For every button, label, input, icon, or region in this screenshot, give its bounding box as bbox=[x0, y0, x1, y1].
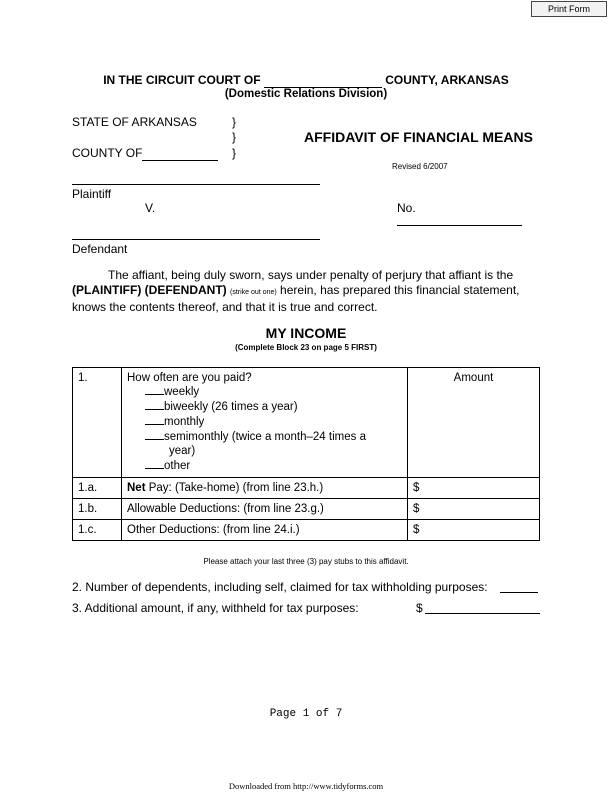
withholding-currency: $ bbox=[416, 601, 423, 615]
page-number: Page 1 of 7 bbox=[269, 708, 343, 720]
option-semimonthly-wrap: year) bbox=[169, 445, 196, 457]
state-label: STATE OF ARKANSAS bbox=[72, 115, 197, 129]
income-section-title: MY INCOME bbox=[265, 325, 347, 341]
case-number-label: No. bbox=[397, 201, 416, 215]
defendant-label: Defendant bbox=[72, 242, 128, 256]
dependents-field[interactable] bbox=[500, 592, 538, 593]
defendant-option: (DEFENDANT) bbox=[144, 283, 227, 297]
division-label: (Domestic Relations Division) bbox=[224, 88, 388, 100]
pay-stub-note: Please attach your last three (3) pay stubs to this affidavit. bbox=[203, 557, 409, 566]
row-label: Allowable Deductions: (from line 23.g.) bbox=[122, 499, 408, 520]
pay-frequency-question: How often are you paid? bbox=[127, 372, 252, 384]
download-source: Downloaded from http://www.tidyforms.com bbox=[228, 781, 384, 791]
caption-brace-3: } bbox=[232, 146, 237, 160]
income-table bbox=[72, 367, 540, 541]
court-heading bbox=[0, 73, 612, 88]
amount-header: Amount bbox=[408, 368, 540, 478]
option-weekly[interactable]: weekly bbox=[145, 384, 402, 399]
table-row bbox=[73, 520, 540, 541]
option-other[interactable]: other bbox=[145, 458, 402, 473]
plaintiff-name-field[interactable] bbox=[72, 184, 320, 185]
statement-text-2: herein, has prepared this financial statement, knows the contents thereof, and that it is true and correct. bbox=[72, 283, 520, 314]
row-number: 1.a. bbox=[73, 478, 122, 499]
row-number: 1. bbox=[73, 368, 122, 478]
county-of-text: COUNTY OF bbox=[72, 146, 143, 160]
caption-brace-1: } bbox=[232, 115, 237, 129]
affiant-statement bbox=[72, 268, 542, 315]
table-row bbox=[73, 499, 540, 520]
allowable-deductions-amount-field[interactable]: $ bbox=[408, 499, 540, 520]
income-section-subtitle: (Complete Block 23 on page 5 FIRST) bbox=[235, 343, 377, 352]
county-name-field[interactable] bbox=[264, 73, 382, 88]
net-label: Net bbox=[127, 482, 146, 494]
row-number: 1.c. bbox=[73, 520, 122, 541]
court-suffix: COUNTY, ARKANSAS bbox=[385, 73, 509, 87]
option-semimonthly[interactable]: semimonthly (twice a month–24 times a bbox=[145, 429, 402, 444]
strike-out-note: (strike out one) bbox=[230, 289, 277, 296]
revised-date: Revised 6/2007 bbox=[392, 162, 448, 171]
document-title: AFFIDAVIT OF FINANCIAL MEANS bbox=[304, 129, 533, 145]
row-label: Other Deductions: (from line 24.i.) bbox=[122, 520, 408, 541]
caption-brace-2: } bbox=[232, 130, 237, 144]
pay-frequency-cell bbox=[122, 368, 408, 478]
county-label bbox=[72, 146, 218, 161]
option-biweekly[interactable]: biweekly (26 times a year) bbox=[145, 399, 402, 414]
defendant-name-field[interactable] bbox=[72, 239, 320, 240]
print-form-button[interactable]: Print Form bbox=[531, 1, 607, 17]
other-deductions-amount-field[interactable]: $ bbox=[408, 520, 540, 541]
county-of-field[interactable] bbox=[142, 146, 218, 161]
plaintiff-option: (PLAINTIFF) bbox=[72, 283, 142, 297]
versus-label: V. bbox=[145, 201, 156, 215]
withholding-question: 3. Additional amount, if any, withheld for tax purposes: bbox=[72, 601, 359, 615]
option-monthly[interactable]: monthly bbox=[145, 414, 402, 429]
table-row bbox=[73, 368, 540, 478]
case-number-field[interactable] bbox=[397, 225, 522, 226]
row-number: 1.b. bbox=[73, 499, 122, 520]
court-prefix: IN THE CIRCUIT COURT OF bbox=[103, 73, 261, 87]
row-label: Net Pay: (Take-home) (from line 23.h.) bbox=[122, 478, 408, 499]
net-pay-amount-field[interactable]: $ bbox=[408, 478, 540, 499]
table-row bbox=[73, 478, 540, 499]
statement-text-1: The affiant, being duly sworn, says under penalty of perjury that affiant is the bbox=[108, 268, 514, 282]
withholding-amount-field[interactable] bbox=[425, 613, 540, 614]
dependents-question: 2. Number of dependents, including self, claimed for tax withholding purposes: bbox=[72, 580, 488, 594]
plaintiff-label: Plaintiff bbox=[72, 187, 112, 201]
